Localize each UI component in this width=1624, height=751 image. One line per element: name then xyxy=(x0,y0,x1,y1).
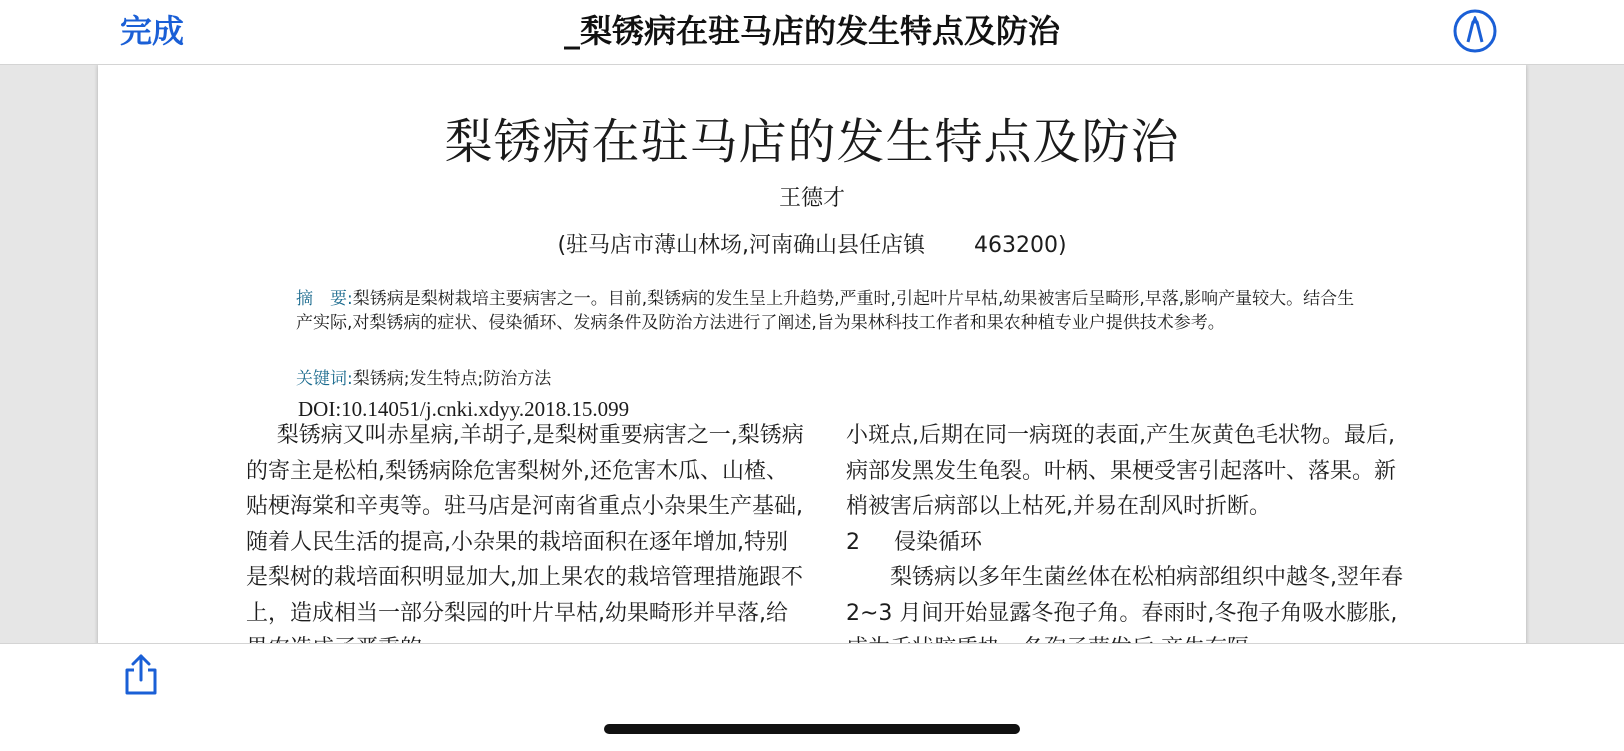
abstract-label: 摘 要: xyxy=(296,289,353,309)
markup-pen-icon[interactable] xyxy=(1452,8,1498,54)
symptom-paragraph-end: 小斑点,后期在同一病斑的表面,产生灰黄色毛状物。最后,病部发黑发生龟裂。叶柄、果梗受害引起落叶、落果。新梢被害后病部以上枯死,并易在刮风时折断。 xyxy=(846,423,1397,519)
paper-affiliation: (驻马店市薄山林场,河南确山县任店镇 463200) xyxy=(557,233,1067,258)
keywords xyxy=(296,367,1356,391)
document-page xyxy=(98,65,1526,665)
abstract xyxy=(296,287,1356,335)
section-title: 侵染循环 xyxy=(894,529,983,555)
home-indicator[interactable] xyxy=(604,724,1020,734)
paper-title: 梨锈病在驻马店的发生特点及防治 xyxy=(444,114,1180,170)
infection-cycle-paragraph: 梨锈病以多年生菌丝体在松柏病部组织中越冬,翌年春 2~3 月间开始显露冬孢子角。春雨时,冬孢子角吸水膨胀, xyxy=(846,565,1403,626)
intro-paragraph: 梨锈病又叫赤星病,羊胡子,是梨树重要病害之一,梨锈病的寄主是松柏,梨锈病除危害梨树外,还危害木瓜、山楂、贴梗海棠和辛夷等。驻马店是河南省重点小杂果生产基础,随着人民生活的提高,小杂果的栽培面积在逐年增加,特别是梨树的栽培面积明显加大,加上果农的栽培管理措施跟不上，造成相当一部分梨园的叶片早枯,幼果畸形并早落,给 xyxy=(246,423,804,626)
keywords-label: 关键词: xyxy=(296,369,353,389)
abstract-text: 梨锈病是梨树栽培主要病害之一。目前,梨锈病的发生呈上升趋势,严重时,引起叶片早枯,幼果被害后呈畸形,早落,影响产量较大。结合生产实际,对梨锈病的症状、侵染循环、发病条件及防治方法进行了阐述,旨为果林科技工作者和果农种植专业户提供技术参考。 xyxy=(296,289,1355,333)
section-heading xyxy=(846,525,1406,561)
doi-line: DOI:10.14051/j.cnki.xdyy.2018.15.099 xyxy=(298,397,630,421)
paper-author: 王德才 xyxy=(778,186,845,211)
keywords-text: 梨锈病;发生特点;防治方法 xyxy=(352,369,552,389)
body-right-column xyxy=(846,418,1406,667)
bottom-toolbar xyxy=(0,643,1624,751)
pdf-viewer[interactable] xyxy=(0,65,1624,643)
done-button[interactable]: 完成 xyxy=(120,12,185,50)
top-navigation-bar xyxy=(0,0,1624,65)
section-number: 2 xyxy=(846,529,860,555)
document-title-bar: _梨锈病在驻马店的发生特点及防治 xyxy=(563,12,1060,50)
body-left-column xyxy=(246,418,806,667)
share-icon[interactable] xyxy=(120,652,162,698)
